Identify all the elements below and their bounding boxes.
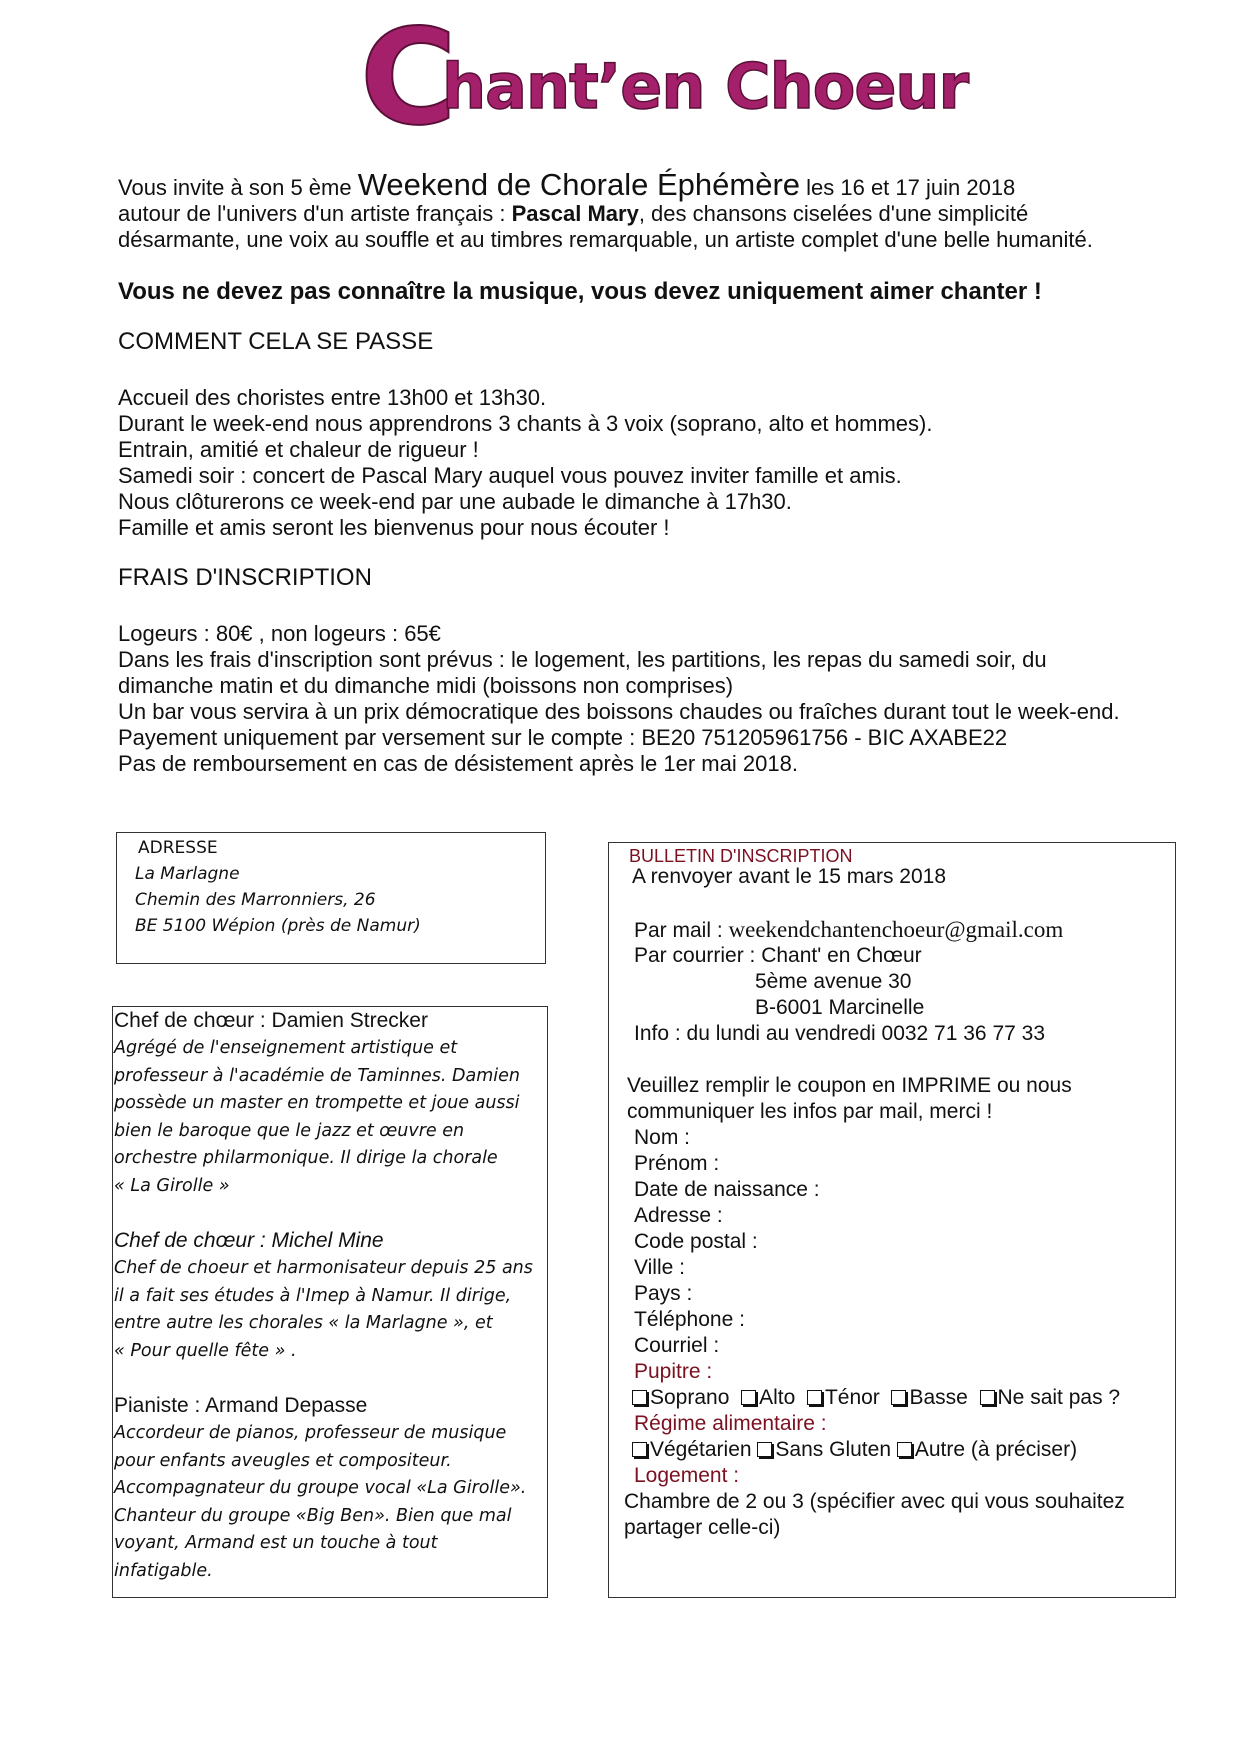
intro-line-3: désarmante, une voix au souffle et au timbres remarquable, un artiste complet d'une belle humanité. (118, 227, 1093, 252)
chefs-box (112, 1006, 548, 1598)
option-label: Ne sait pas ? (997, 1386, 1121, 1409)
how-line: Samedi soir : concert de Pascal Mary auquel vous pouvez inviter famille et amis. (118, 463, 902, 488)
field-ville[interactable]: Ville : (634, 1256, 685, 1279)
form-instructions-1: Veuillez remplir le coupon en IMPRIME ou nous (627, 1074, 1072, 1097)
checkbox-icon (632, 1442, 647, 1457)
form-post-street: 5ème avenue 30 (755, 970, 912, 993)
spacer (114, 1200, 547, 1227)
pianist-role: Pianiste : Armand Depasse (114, 1394, 368, 1417)
fees-line: dimanche matin et du dimanche midi (boissons non comprises) (118, 673, 734, 698)
how-line: Accueil des choristes entre 13h00 et 13h30. (118, 385, 547, 410)
address-line: BE 5100 Wépion (près de Namur) (135, 916, 421, 936)
desc-line: Agrégé de l'enseignement artistique et (114, 1038, 458, 1058)
logo-initial: C (360, 1, 457, 155)
checkbox-icon (980, 1390, 995, 1405)
fees-line: Un bar vous servira à un prix démocratique des boissons chaudes ou fraîches durant tout le week-end. (118, 699, 1120, 724)
artist-name: Pascal Mary (511, 201, 639, 226)
desc-line: Accordeur de pianos, professeur de musique (114, 1423, 507, 1443)
chef2-desc (114, 1255, 547, 1365)
regime-option-autre[interactable] (897, 1438, 1077, 1461)
option-label: Végétarien (650, 1438, 752, 1461)
fees-line: Pas de remboursement en cas de désistement après le 1er mai 2018. (118, 751, 798, 776)
intro-dates: les 16 et 17 juin 2018 (800, 175, 1016, 200)
registration-form-box (608, 842, 1176, 1598)
form-post-city: B-6001 Marcinelle (755, 996, 925, 1019)
mail-label: Par mail : (634, 919, 729, 942)
logement-line-1: Chambre de 2 ou 3 (spécifier avec qui vous souhaitez (624, 1490, 1125, 1513)
logement-line-2: partager celle-ci) (624, 1516, 781, 1539)
fees-line: Payement uniquement par versement sur le compte : BE20 751205961756 - BIC AXABE22 (118, 725, 1008, 750)
intro-line-1 (118, 167, 1178, 202)
field-date-naissance[interactable]: Date de naissance : (634, 1178, 820, 1201)
intro-line2-b: , des chansons ciselées d'une simplicité (638, 201, 1029, 226)
pupitre-option-soprano[interactable] (632, 1386, 729, 1409)
form-deadline: A renvoyer avant le 15 mars 2018 (632, 865, 947, 888)
slogan: Vous ne devez pas connaître la musique, vous devez uniquement aimer chanter ! (118, 278, 1042, 305)
checkbox-icon (897, 1442, 912, 1457)
desc-line: Accompagnateur du groupe vocal «La Girolle». (114, 1478, 527, 1498)
fees-line: Logeurs : 80€ , non logeurs : 65€ (118, 621, 441, 646)
regime-options (632, 1437, 1077, 1463)
form-mail-line (634, 917, 1063, 944)
form-info: Info : du lundi au vendredi 0032 71 36 77 33 (634, 1022, 1045, 1045)
intro-part1: Vous invite à son 5 ème (118, 175, 358, 200)
how-line: Entrain, amitié et chaleur de rigueur ! (118, 437, 479, 462)
main-content (118, 167, 1178, 777)
how-line: Durant le week-end nous apprendrons 3 chants à 3 voix (soprano, alto et hommes). (118, 411, 933, 436)
how-line: Famille et amis seront les bienvenus pour nous écouter ! (118, 515, 670, 540)
intro-line-2 (118, 201, 1178, 227)
desc-line: bien le baroque que le jazz et œuvre en (114, 1120, 465, 1141)
pupitre-option-tenor[interactable] (807, 1386, 880, 1409)
field-pays[interactable]: Pays : (634, 1282, 693, 1305)
field-courriel[interactable]: Courriel : (634, 1334, 720, 1357)
field-telephone[interactable]: Téléphone : (634, 1308, 745, 1331)
field-prenom[interactable]: Prénom : (634, 1152, 720, 1175)
desc-line: infatigable. (114, 1560, 213, 1581)
event-name: Weekend de Chorale Éphémère (357, 167, 801, 202)
regime-option-sans-gluten[interactable] (757, 1438, 891, 1461)
form-post-line: Par courrier : Chant' en Chœur (634, 944, 922, 967)
desc-line: il a fait ses études à l'Imep à Namur. Il dirige, (114, 1285, 512, 1306)
checkbox-icon (632, 1390, 647, 1405)
checkbox-icon (757, 1442, 772, 1457)
form-instructions-2: communiquer les infos par mail, merci ! (627, 1100, 993, 1123)
address-line: Chemin des Marronniers, 26 (135, 890, 376, 910)
regime-option-vegetarien[interactable] (632, 1438, 752, 1461)
regime-label: Régime alimentaire : (634, 1412, 827, 1435)
chef2-role: Chef de chœur : Michel Mine (114, 1229, 384, 1252)
how-title: COMMENT CELA SE PASSE (118, 328, 434, 355)
logo-text: hant’en Choeur (442, 50, 969, 123)
field-nom[interactable]: Nom : (634, 1126, 691, 1149)
desc-line: pour enfants aveugles et compositeur. (114, 1450, 452, 1471)
field-adresse[interactable]: Adresse : (634, 1204, 723, 1227)
field-code-postal[interactable]: Code postal : (634, 1230, 758, 1253)
address-line: La Marlagne (135, 864, 240, 884)
desc-line: Chef de choeur et harmonisateur depuis 25 ans (114, 1258, 533, 1278)
address-box (116, 832, 546, 964)
pianist-desc (114, 1420, 547, 1585)
how-line: Nous clôturerons ce week-end par une aubade le dimanche à 17h30. (118, 489, 792, 514)
fees-title: FRAIS D'INSCRIPTION (118, 564, 372, 591)
desc-line: Chanteur du groupe «Big Ben». Bien que mal (114, 1505, 512, 1526)
logement-label: Logement : (634, 1464, 740, 1487)
pupitre-option-alto[interactable] (741, 1386, 795, 1409)
address-title: ADRESSE (138, 838, 218, 858)
form-title: BULLETIN D'INSCRIPTION (629, 846, 853, 866)
option-label: Ténor (824, 1386, 880, 1409)
desc-line: « La Girolle » (114, 1175, 230, 1196)
intro-line2-a: autour de l'univers d'un artiste français : (118, 201, 512, 226)
spacer (114, 1365, 547, 1392)
checkbox-icon (891, 1390, 906, 1405)
checkbox-icon (807, 1390, 822, 1405)
chef1-desc (114, 1035, 547, 1200)
desc-line: « Pour quelle fête » . (114, 1340, 297, 1361)
logo (360, 1, 969, 155)
option-label: Basse (909, 1386, 968, 1409)
chef1-role: Chef de chœur : Damien Strecker (114, 1009, 428, 1032)
desc-line: voyant, Armand est un touche à tout (114, 1533, 438, 1553)
pupitre-options (632, 1385, 1120, 1411)
pupitre-label: Pupitre : (634, 1360, 713, 1383)
option-label: Soprano (650, 1386, 730, 1409)
option-label: Sans Gluten (775, 1438, 891, 1461)
desc-line: orchestre philarmonique. Il dirige la chorale (114, 1148, 498, 1168)
desc-line: entre autre les chorales « la Marlagne », et (114, 1313, 493, 1333)
fees-line: Dans les frais d'inscription sont prévus : le logement, les partitions, les repas du samedi soir, du (118, 647, 1047, 672)
desc-line: professeur à l'académie de Taminnes. Damien (114, 1065, 521, 1086)
pupitre-option-basse[interactable] (891, 1386, 967, 1409)
option-label: Alto (759, 1386, 796, 1409)
pupitre-option-ne-sait-pas[interactable] (980, 1386, 1121, 1409)
checkbox-icon (741, 1390, 756, 1405)
contact-email[interactable]: weekendchantenchoeur@gmail.com (728, 917, 1064, 942)
desc-line: possède un master en trompette et joue aussi (114, 1093, 520, 1113)
option-label: Autre (à préciser) (914, 1438, 1078, 1461)
